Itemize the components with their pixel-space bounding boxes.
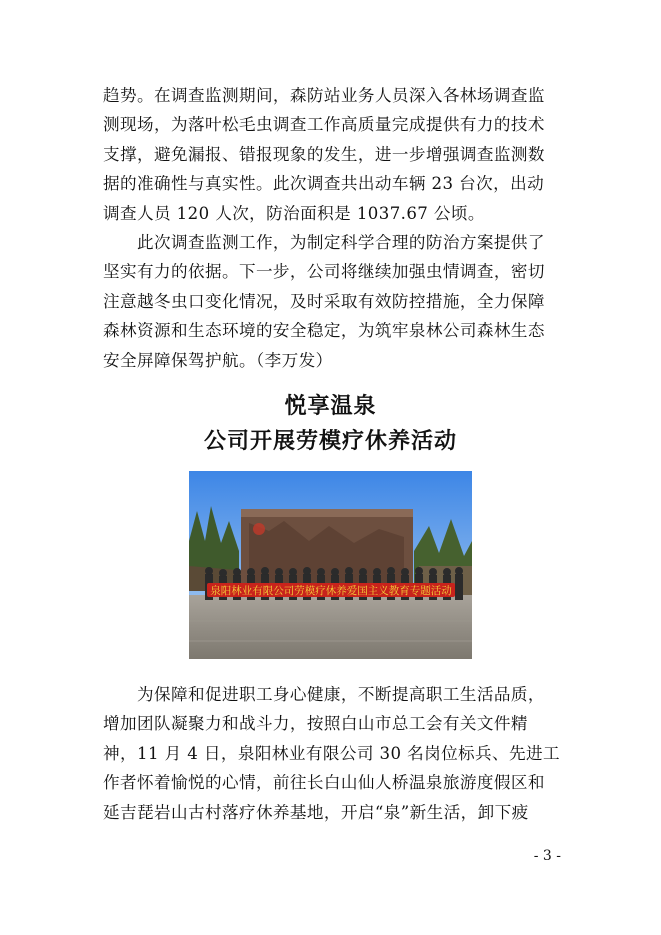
article-title-line1: 悦享温泉 xyxy=(284,394,377,419)
paragraph-next-steps xyxy=(103,228,563,375)
banner-text: 泉阳林业有限公司劳模疗休养爱国主义教育专题活动 xyxy=(210,585,452,597)
page-number: - 3 - xyxy=(533,848,561,864)
text-line: 坚实有力的依据。下一步，公司将继续加强虫情调查，密切 xyxy=(103,262,545,282)
text-line: 延吉琵岩山古村落疗休养基地，开启“泉”新生活，卸下疲 xyxy=(103,802,529,822)
article-title-line2: 公司开展劳模疗休养活动 xyxy=(203,429,457,454)
text-line: 安全屏障保驾护航。（李万发） xyxy=(103,350,333,370)
text-line: 据的准确性与真实性。此次调查共出动车辆 23 台次，出动 xyxy=(103,174,545,194)
paragraph-survey-summary xyxy=(103,81,563,228)
text-line: 神，11 月 4 日，泉阳林业有限公司 30 名岗位标兵、先进工 xyxy=(103,743,561,763)
text-line: 测现场，为落叶松毛虫调查工作高质量完成提供有力的技术 xyxy=(103,115,545,135)
text-line: 调查人员 120 人次，防治面积是 1037.67 公顷。 xyxy=(103,203,485,223)
text-line: 此次调查监测工作，为制定科学合理的防治方案提供了 xyxy=(103,233,545,252)
text-line: 增加团队凝聚力和战斗力，按照白山市总工会有关文件精 xyxy=(103,714,528,734)
text-line: 森林资源和生态环境的安全稳定，为筑牢泉林公司森林生态 xyxy=(103,321,545,341)
paragraph-event-intro xyxy=(103,680,563,827)
group-photo-illustration xyxy=(189,471,472,659)
text-line: 作者怀着愉悦的心情，前往长白山仙人桥温泉旅游度假区和 xyxy=(103,773,545,793)
text-line: 为保障和促进职工身心健康，不断提高职工生活品质， xyxy=(103,685,545,704)
group-photo xyxy=(189,471,472,659)
text-line: 注意越冬虫口变化情况，及时采取有效防控措施，全力保障 xyxy=(103,291,545,311)
text-line: 支撑，避免漏报、错报现象的发生，进一步增强调查监测数 xyxy=(103,144,545,164)
text-line: 趋势。在调查监测期间，森防站业务人员深入各林场调查监 xyxy=(103,86,545,105)
